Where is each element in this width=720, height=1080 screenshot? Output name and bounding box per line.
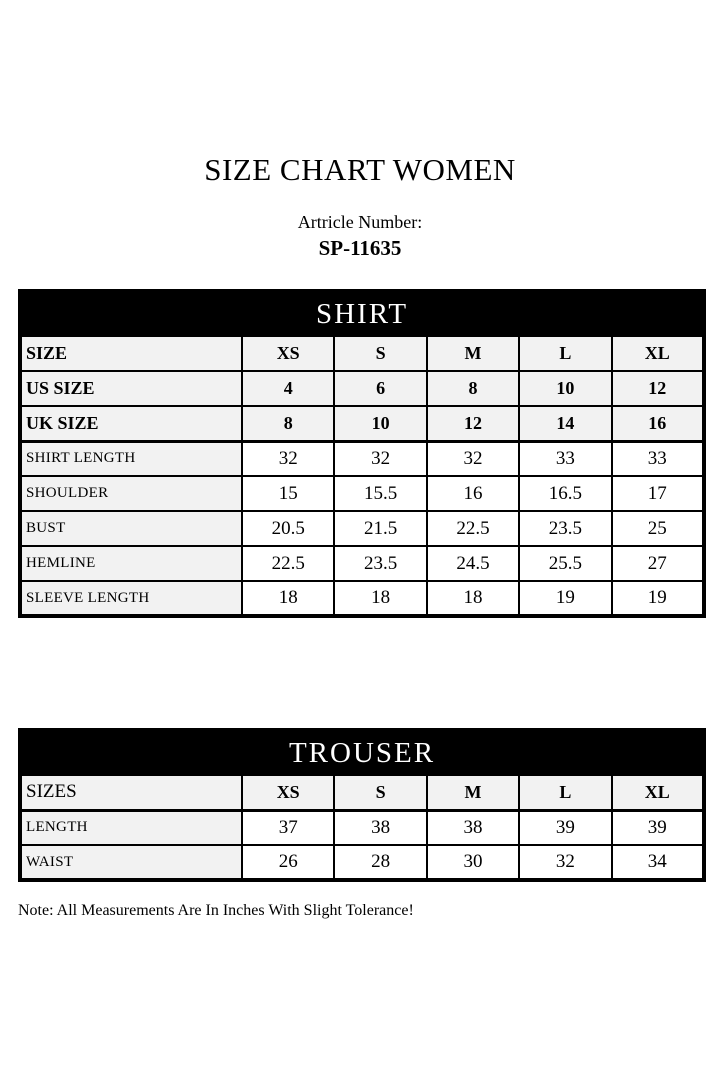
table-row <box>20 371 704 406</box>
cell-value: 25 <box>612 511 704 546</box>
page-title: SIZE CHART WOMEN <box>204 152 516 187</box>
cell-value: 33 <box>519 441 611 476</box>
cell-value: 4 <box>242 371 334 406</box>
cell-value: 23.5 <box>519 511 611 546</box>
cell-value: 21.5 <box>334 511 426 546</box>
cell-value: 33 <box>612 441 704 476</box>
cell-value: 12 <box>427 406 519 441</box>
cell-value: 19 <box>519 581 611 616</box>
row-label: US SIZE <box>20 371 242 406</box>
row-label: SIZES <box>20 775 242 810</box>
table-title-row <box>20 730 704 775</box>
cell-value: 26 <box>242 845 334 880</box>
row-label: SHOULDER <box>20 476 242 511</box>
cell-value: M <box>427 775 519 810</box>
cell-value: 28 <box>334 845 426 880</box>
cell-value: 18 <box>427 581 519 616</box>
shirt-size-table <box>18 289 706 618</box>
row-label: WAIST <box>20 845 242 880</box>
row-label: SLEEVE LENGTH <box>20 581 242 616</box>
row-label: SIZE <box>20 336 242 371</box>
row-label: LENGTH <box>20 810 242 845</box>
shirt-table-title: SHIRT <box>20 291 704 336</box>
shirt-table-header <box>20 291 704 336</box>
cell-value: 32 <box>334 441 426 476</box>
cell-value: S <box>334 336 426 371</box>
table-row <box>20 775 704 810</box>
table-row <box>20 581 704 616</box>
measurement-note: Note: All Measurements Are In Inches With Slight Tolerance! <box>18 902 414 919</box>
cell-value: 27 <box>612 546 704 581</box>
cell-value: 32 <box>427 441 519 476</box>
shirt-measure-rows <box>20 441 704 616</box>
cell-value: 18 <box>334 581 426 616</box>
cell-value: 39 <box>519 810 611 845</box>
trouser-size-table <box>18 728 706 882</box>
row-label: HEMLINE <box>20 546 242 581</box>
cell-value: XL <box>612 336 704 371</box>
cell-value: 38 <box>427 810 519 845</box>
cell-value: 8 <box>427 371 519 406</box>
table-row <box>20 476 704 511</box>
cell-value: 37 <box>242 810 334 845</box>
cell-value: 10 <box>334 406 426 441</box>
cell-value: 39 <box>612 810 704 845</box>
cell-value: 16.5 <box>519 476 611 511</box>
cell-value: 15 <box>242 476 334 511</box>
cell-value: 34 <box>612 845 704 880</box>
cell-value: 10 <box>519 371 611 406</box>
cell-value: 32 <box>242 441 334 476</box>
article-number-label: Artricle Number: <box>297 212 423 232</box>
row-label: SHIRT LENGTH <box>20 441 242 476</box>
cell-value: 38 <box>334 810 426 845</box>
article-number-value: SP-11635 <box>318 236 402 260</box>
cell-value: 12 <box>612 371 704 406</box>
cell-value: 16 <box>427 476 519 511</box>
cell-value: L <box>519 336 611 371</box>
cell-value: 16 <box>612 406 704 441</box>
row-label: UK SIZE <box>20 406 242 441</box>
cell-value: 22.5 <box>427 511 519 546</box>
table-row <box>20 845 704 880</box>
cell-value: 14 <box>519 406 611 441</box>
cell-value: 17 <box>612 476 704 511</box>
cell-value: 32 <box>519 845 611 880</box>
cell-value: S <box>334 775 426 810</box>
cell-value: 25.5 <box>519 546 611 581</box>
cell-value: XL <box>612 775 704 810</box>
cell-value: 8 <box>242 406 334 441</box>
table-row <box>20 511 704 546</box>
cell-value: 30 <box>427 845 519 880</box>
cell-value: 23.5 <box>334 546 426 581</box>
cell-value: XS <box>242 775 334 810</box>
table-row <box>20 810 704 845</box>
cell-value: 19 <box>612 581 704 616</box>
trouser-measure-rows <box>20 810 704 880</box>
cell-value: M <box>427 336 519 371</box>
trouser-table-title: TROUSER <box>20 730 704 775</box>
table-row <box>20 546 704 581</box>
trouser-table-header <box>20 730 704 775</box>
cell-value: 20.5 <box>242 511 334 546</box>
cell-value: 15.5 <box>334 476 426 511</box>
cell-value: 22.5 <box>242 546 334 581</box>
table-title-row <box>20 291 704 336</box>
table-row <box>20 336 704 371</box>
cell-value: 24.5 <box>427 546 519 581</box>
table-row <box>20 406 704 441</box>
trouser-size-rows <box>20 775 704 810</box>
row-label: BUST <box>20 511 242 546</box>
table-row <box>20 441 704 476</box>
cell-value: L <box>519 775 611 810</box>
cell-value: XS <box>242 336 334 371</box>
shirt-size-rows <box>20 336 704 441</box>
cell-value: 6 <box>334 371 426 406</box>
cell-value: 18 <box>242 581 334 616</box>
